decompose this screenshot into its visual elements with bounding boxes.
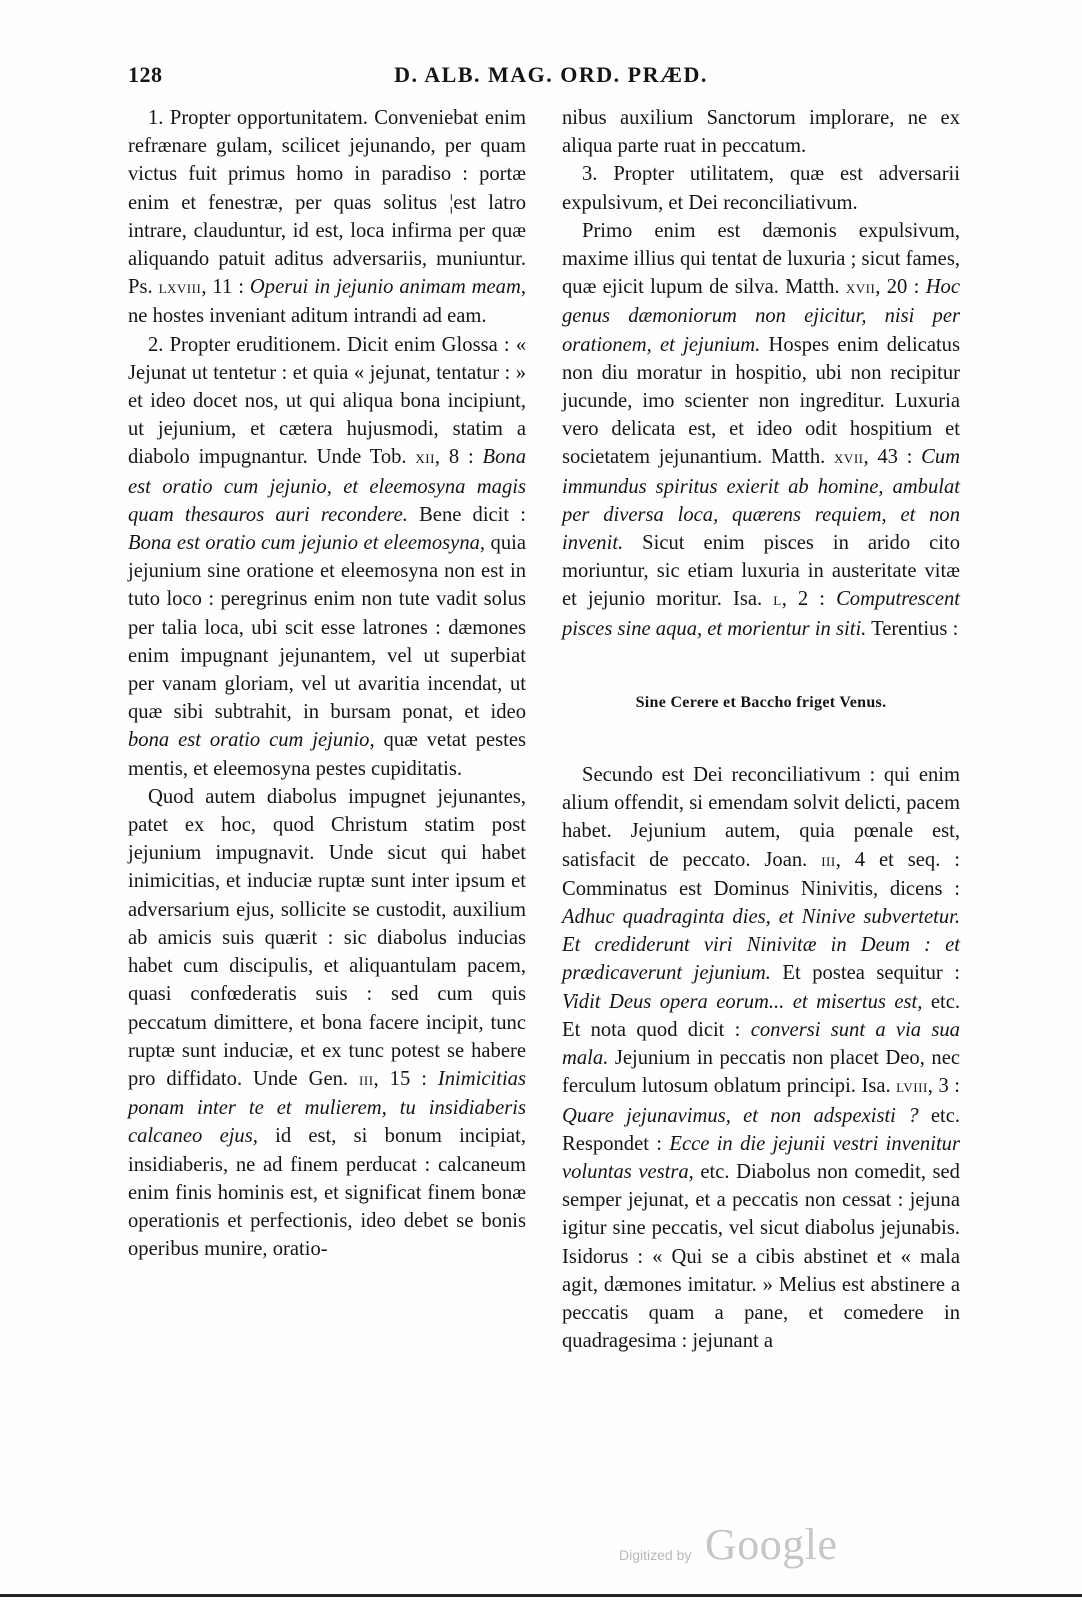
paragraph-daemonis-expulsivum: Primo enim est dæmonis expulsivum, maxime illius qui tentat de luxuria ; sicut fames, quæ ejicit lupum de silva. Matth. xvii, 20 : Hoc genus dæmoniorum non ejicitur, nisi per orationem, et jejunium. Hospes enim delicatus non diu moratur in hospitio, ubi non recipitur jucunde, imo scienter non ingreditur. Luxuria vero delicata est, et ideo odit hospitium et societatem jejunantium. Matth. xvii, 43 : Cum immundus spiritus exierit ab homine, ambulat per diversa loca, quærens requiem, et non invenit. Sicut enim pisces in arido cito moriuntur, sic etiam luxuria in austeritate vitæ et jejunio moritur. Isa. l, 2 : Computrescent pisces sine aqua, et morientur in siti. Terentius : [562, 219, 960, 640]
scripture-quote: Computrescent pisces sine aqua, et morientur in siti. [562, 588, 960, 640]
paragraph-diabolus-impugnet: Quod autem diabolus impugnet jejunantes, patet ex hoc, quod Christum statim post jejunium impugnavit. Unde sicut qui habet inimicitias, et induciæ ruptæ sunt inter ipsum et adversarium ejus, sollicite se custodit, auxilium ab amicis suis quærit : sic diabolus inducias habet cum discipulis, et aliquantulam pacem, quasi confœderatis suis : sed cum quis peccatum dimittere, et bona facere incipit, tunc ruptæ sunt induciæ, et ex tunc potest se habere pro diffidato. Unde Gen. iii, 15 : Inimicitias ponam inter te et mulierem, tu insidiaberis calcaneo ejus, id est, si bonum incipiat, insidiaberis, ne ad finem perducat : calcaneum enim finis hominis est, et significat finem bonæ operationis et perfectionis, ideo debet se bonis operibus munire, oratio- [128, 785, 526, 1261]
google-logo: Google [705, 1520, 838, 1569]
left-column [128, 104, 526, 1263]
bottom-scan-edge [0, 1594, 1082, 1597]
scripture-quote: Operui in jejunio animam meam, [249, 276, 527, 299]
paragraph-opportunitatem: 1. Propter opportunitatem. Conveniebat enim refrænare gulam, scilicet jejunando, per quam victus fuit primus homo in paradiso : portæ enim et fenestræ, per quas solitus ¦est latro intrare, clauduntur, id est, loca infirma per quæ aliquando patuit aditus adversariis, muniuntur. Ps. lxviii, 11 : Operui in jejunio animam meam, ne hostes inveniant aditum intrandi ad eam. [128, 107, 527, 328]
scripture-quote: Bona est oratio cum jejunio, et eleemosyna magis quam thesauros auri recondere. [128, 446, 526, 526]
paragraph-continued: nibus auxilium Sanctorum implorare, ne ex aliqua parte ruat in peccatum. [562, 107, 960, 158]
paragraph-dei-reconciliativum: Secundo est Dei reconciliativum : qui enim alium offendit, si emendam solvit delicti, pacem habet. Jejunium autem, quia pœnale est, satisfacit de peccato. Joan. iii, 4 et seq. : Comminatus est Dominus Ninivitis, dicens : Adhuc quadraginta dies, et Ninive subvertetur. Et crediderunt viri Ninivitæ in Deum : et prædicaverunt jejunium. Et postea sequitur : Vidit Deus opera eorum... et misertus est, etc. Et nota quod dicit : conversi sunt a via sua mala. Jejunium in peccatis non placet Deo, nec ferculum lutosum oblatum principi. Isa. lviii, 3 : Quare jejunavimus, et non adspexisti ? etc. Respondet : Ecce in die jejunii vestri invenitur voluntas vestra, etc. Diabolus non comedit, sed semper jejunat, et a peccatis non cessat : jejuna igitur sine peccatis, vel sicut diabolus jejunabis. Isidorus : « Qui se a cibis abstinet et « mala agit, dæmones imitatur. » Melius est abstinere a peccatis quam a pane, et comedere in quadragesima : jejunant a [562, 764, 961, 1353]
verse-quote: Sine Cerere et Baccho friget Venus. [635, 693, 887, 711]
scripture-quote: Bona est oratio cum jejunio et eleemosyna, [128, 532, 486, 555]
page-number: 128 [128, 62, 163, 87]
scripture-quote: Adhuc quadraginta dies, et Ninive subvertetur. Et crediderunt viri Ninivitæ in Deum : et prædicaverunt jejunium. [562, 906, 960, 985]
google-watermark [619, 1520, 859, 1577]
scripture-quote: conversi sunt a via sua mala. [562, 1018, 960, 1070]
right-column [562, 104, 960, 1355]
scripture-quote: Cum immundus spiritus exierit ab homine, ambulat per diversa loca, quærens requiem, et non invenit. [562, 446, 960, 555]
paragraph-utilitatem: 3. Propter utilitatem, quæ est adversarii expulsivum, et Dei reconciliativum. [562, 163, 960, 214]
scripture-quote: Inimicitias ponam inter te et mulierem, tu insidiaberis calcaneo ejus, [128, 1067, 526, 1148]
scripture-quote: Ecce in die jejunii vestri invenitur voluntas vestra, [562, 1132, 960, 1183]
scripture-quote: Quare jejunavimus, et non adspexisti ? [562, 1104, 919, 1127]
page-header [128, 62, 974, 94]
running-title: D. ALB. MAG. ORD. PRÆD. [394, 62, 708, 87]
scripture-quote: Vidit Deus opera eorum... et misertus est, [562, 990, 923, 1013]
paragraph-eruditionem: 2. Propter eruditionem. Dicit enim Glossa : « Jejunat ut tentetur : et quia « jejunat, tentatur : » et ideo docet nos, ut qui aliqua bona incipiunt, ut jejunium, et cætera hujusmodi, statim a diabolo impugnantur. Unde Tob. xii, 8 : Bona est oratio cum jejunio, et eleemosyna magis quam thesauros auri recondere. Bene dicit : Bona est oratio cum jejunio et eleemosyna, quia jejunium sine oratione et eleemosyna non est in tuto loco : peregrinus enim non tute vadit solus per talia loca, ubi scit esse latrones : dæmones enim impugnant jejunantem, vel ut superbiat per vanam gloriam, vel ut avaritia incendat, ut quæ sibi subtrahit, in bursam ponat, et ideo bona est oratio cum jejunio, quæ vetat pestes mentis, et eleemosyna pestes cupiditatis. [128, 333, 526, 780]
watermark-prefix: Digitized by [619, 1547, 692, 1563]
scripture-quote: bona est oratio cum jejunio, [128, 729, 375, 752]
scripture-quote: Hoc genus dæmoniorum non ejicitur, nisi per orationem, et jejunium. [562, 276, 960, 356]
